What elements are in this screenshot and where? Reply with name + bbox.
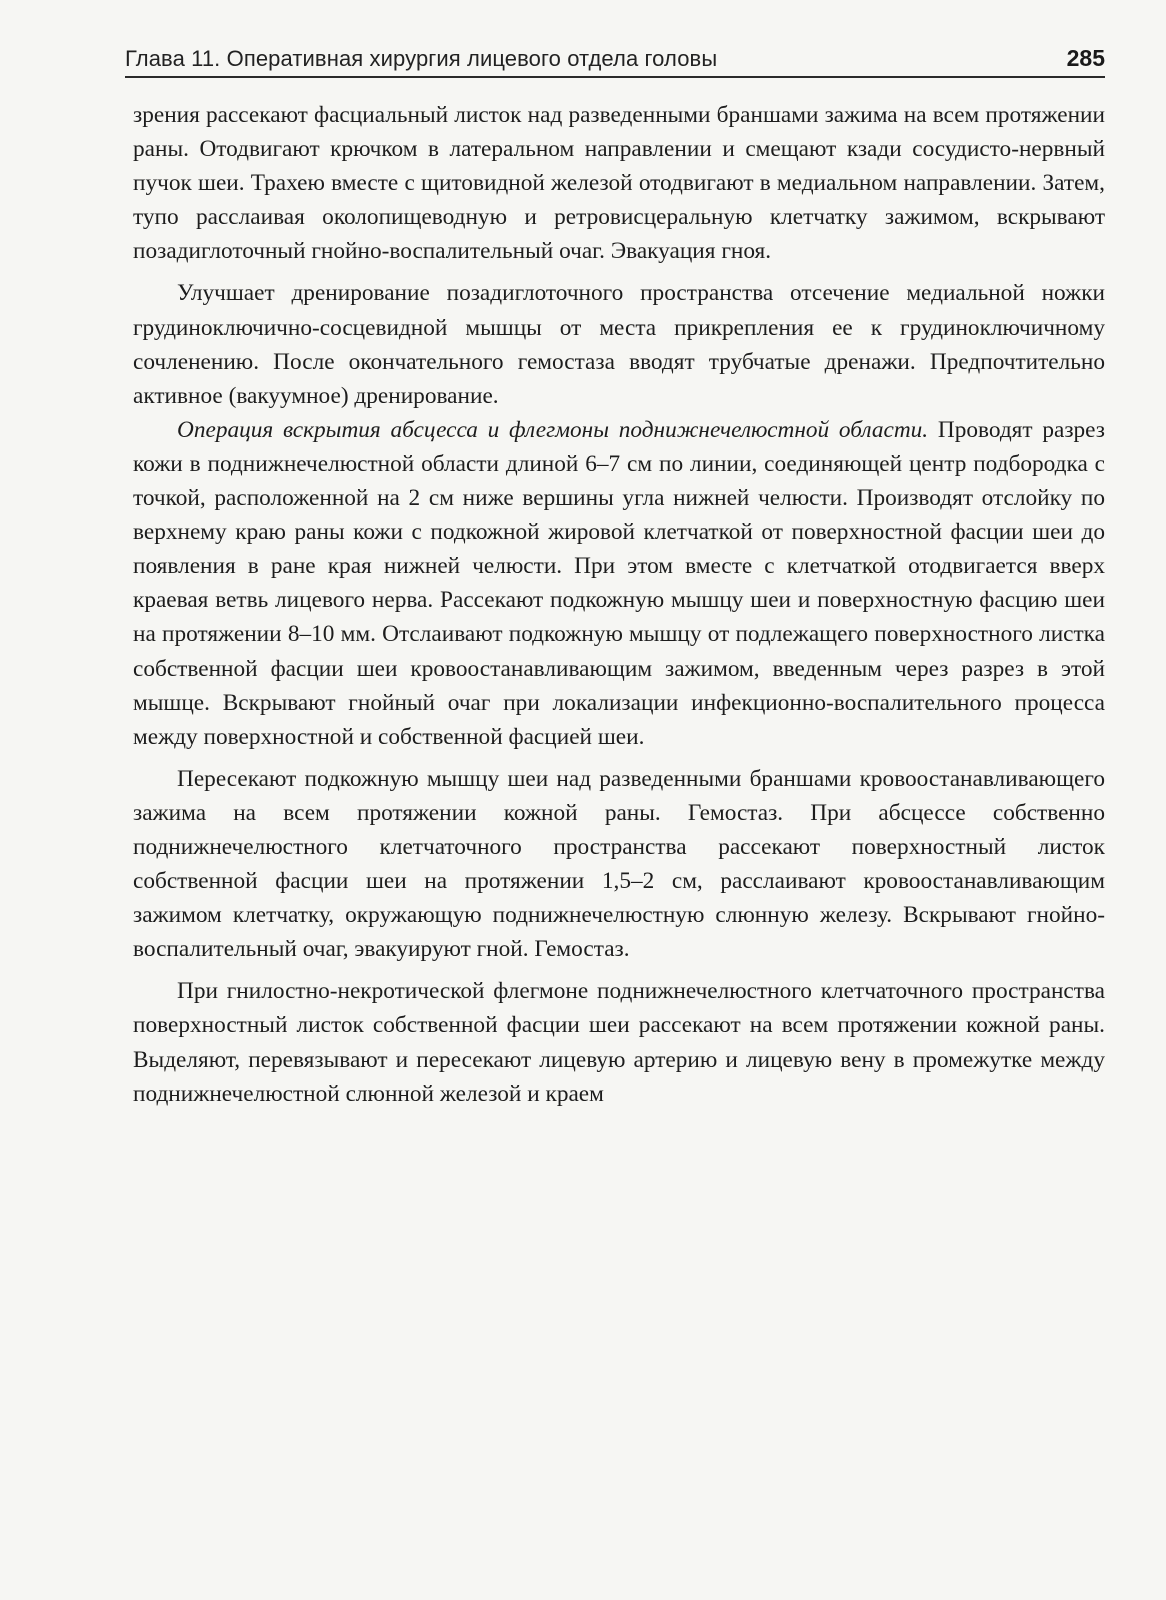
running-head: Глава 11. Оперативная хирургия лицевого отдела головы: [125, 46, 718, 71]
paragraph-with-heading: [133, 413, 1105, 754]
paragraph: [133, 974, 1105, 1110]
book-page: [125, 0, 1105, 1600]
paragraph-text: При гнилостно-некротической флегмоне поднижнечелюстного клетчаточного пространства поверхностный листок собственной фасции шеи рассекают на всем протяжении кожной раны. Выделяют, перевязывают и пересекают лицевую артерию и лицевую вену в промежутке между поднижнечелюстной слюнной железой и краем: [133, 978, 1105, 1107]
paragraph-text: зрения рассекают фасциальный листок над разведенными браншами зажима на всем протяжении раны. Отодвигают крючком в латеральном направлении и смещают кзади сосудисто-нервный пучок шеи. Трахею вместе с щитовидной железой отодвигают в медиальном направлении. Затем, тупо расслаивая околопищеводную и ретровисцеральную клетчатку зажимом, вскрывают позадиглоточный гнойно-воспалительный очаг. Эвакуация гноя.: [133, 102, 1105, 265]
paragraph-text: Пересекают подкожную мышцу шеи над разведенными браншами кровоостанавливающего зажима на всем протяжении кожной раны. Гемостаз. При абсцессе собственно поднижнечелюстного клетчаточного пространства рассекают поверхностный листок собственной фасции шеи на протяжении 1,5–2 см, расслаивают кровоостанавливающим зажимом клетчатку, окружающую поднижнечелюстную слюнную железу. Вскрывают гнойно-воспалительный очаг, эвакуируют гной. Гемостаз.: [133, 765, 1105, 963]
paragraph: [133, 762, 1105, 967]
paragraph-text: Улучшает дренирование позадиглоточного пространства отсечение медиальной ножки грудиноключично-сосцевидной мышцы от места прикрепления ее к грудиноключичному сочленению. После окончательного гемостаза вводят трубчатые дренажи. Предпочтительно активное (вакуумное) дренирование.: [133, 280, 1105, 409]
paragraph-text: Проводят разрез кожи в поднижнечелюстной области длиной 6–7 см по линии, соединяющей центр подбородка с точкой, расположенной на 2 см ниже вершины угла нижней челюсти. Производят отслойку по верхнему краю раны кожи с подкожной жировой клетчаткой от поверхностной фасции шеи до появления в ране края нижней челюсти. При этом вместе с клетчаткой отодвигается вверх краевая ветвь лицевого нерва. Рассекают подкожную мышцу шеи и поверхностную фасцию шеи на протяжении 8–10 мм. Отслаивают подкожную мышцу от подлежащего поверхностного листка собственной фасции шеи кровоостанавливающим зажимом, введенным через разрез в этой мышце. Вскрывают гнойный очаг при локализации инфекционно-воспалительного процесса между поверхностной и собственной фасцией шеи.: [133, 416, 1105, 750]
page-header: [125, 36, 1105, 78]
run-in-heading: Операция вскрытия абсцесса и флегмоны поднижнечелюстной области.: [177, 416, 929, 443]
page-body: [133, 98, 1105, 1111]
page-number: 285: [1066, 45, 1105, 71]
paragraph: [133, 276, 1105, 412]
paragraph-continued: [133, 98, 1105, 268]
